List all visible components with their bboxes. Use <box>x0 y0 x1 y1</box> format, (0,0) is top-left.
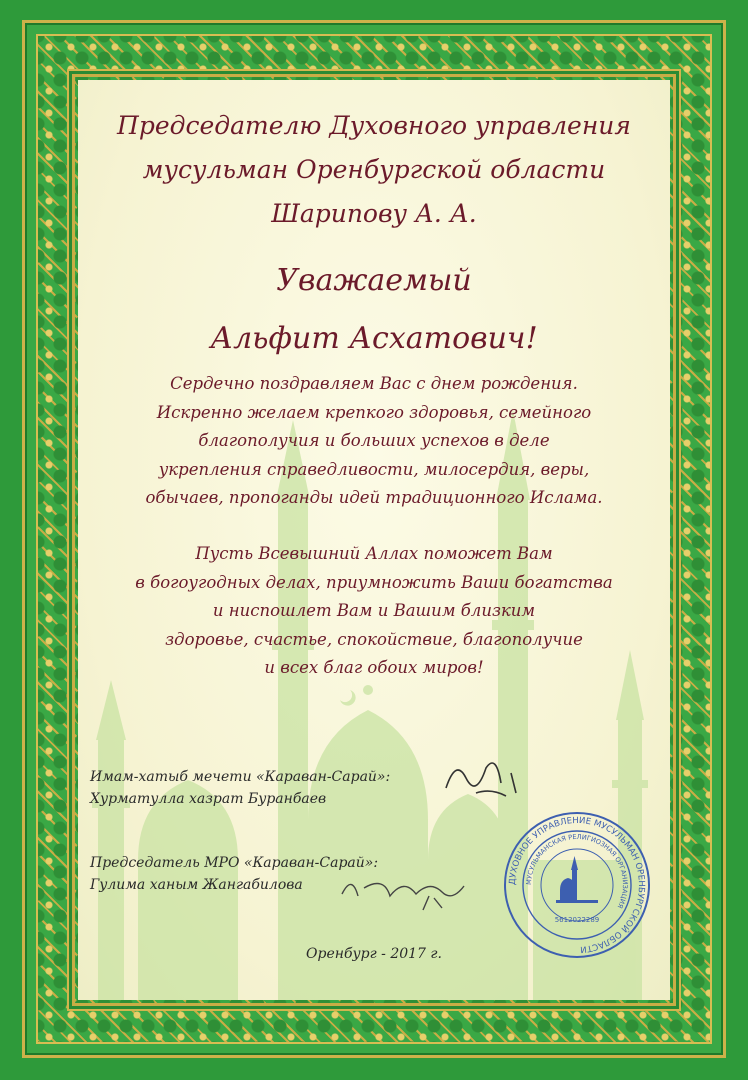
addressee-line: Шарипову А. А. <box>271 199 477 228</box>
greeting-block <box>78 252 670 368</box>
handwritten-signature-icon <box>436 748 526 808</box>
greeting-line: Альфит Асхатович! <box>210 321 538 356</box>
signatory-name: Хурматулла хазрат Буранбаев <box>90 791 327 807</box>
paragraph-line: укрепления справедливости, милосердия, веры, <box>158 459 590 479</box>
paragraph-line: в богоугодных делах, приумножить Ваши богатства <box>135 572 613 592</box>
signatory-imam <box>90 766 390 810</box>
paragraph-line: Сердечно поздравляем Вас с днем рождения. <box>170 374 578 393</box>
signatory-title: Имам-хатыб мечети «Караван-Сарай»: <box>90 769 391 785</box>
stamp-number: 5612022289 <box>554 916 600 924</box>
handwritten-signature-icon <box>334 866 474 912</box>
official-stamp-icon <box>502 810 652 960</box>
place-date: Оренбург - 2017 г. <box>306 946 442 962</box>
paragraph-line: обычаев, пропоганды идей традиционного Ислама. <box>145 488 603 507</box>
paragraph-line: Пусть Всевышний Аллах поможет Вам <box>195 544 553 563</box>
paper-area <box>78 80 670 1000</box>
paragraph-line: и ниспошлет Вам и Вашим близким <box>212 601 536 620</box>
addressee-line: Председателю Духовного управления <box>117 111 631 140</box>
congratulation-paragraph <box>78 370 670 513</box>
stamp-outer-text: ДУХОВНОЕ УПРАВЛЕНИЕ МУСУЛЬМАН ОРЕНБУРГСКОЙ ОБЛАСТИ <box>507 815 647 954</box>
paragraph-line: благополучия и больших успехов в деле <box>198 431 550 450</box>
paragraph-line: Искренно желаем крепкого здоровья, семейного <box>156 402 592 422</box>
stamp-inner-text: МУСУЛЬМАНСКАЯ РЕЛИГИОЗНАЯ ОРГАНИЗАЦИЯ <box>524 832 630 910</box>
greeting-line: Уважаемый <box>276 263 472 298</box>
signatory-name: Гулима ханым Жангабилова <box>90 877 303 893</box>
addressee-line: мусульман Оренбургской области <box>142 155 606 184</box>
blessing-paragraph <box>78 540 670 683</box>
paragraph-line: здоровье, счастье, спокойствие, благополучие <box>165 629 583 649</box>
signatory-title: Председатель МРО «Караван-Сарай»: <box>90 855 379 871</box>
addressee-block <box>78 104 670 236</box>
paragraph-line: и всех благ обоих миров! <box>264 658 484 677</box>
